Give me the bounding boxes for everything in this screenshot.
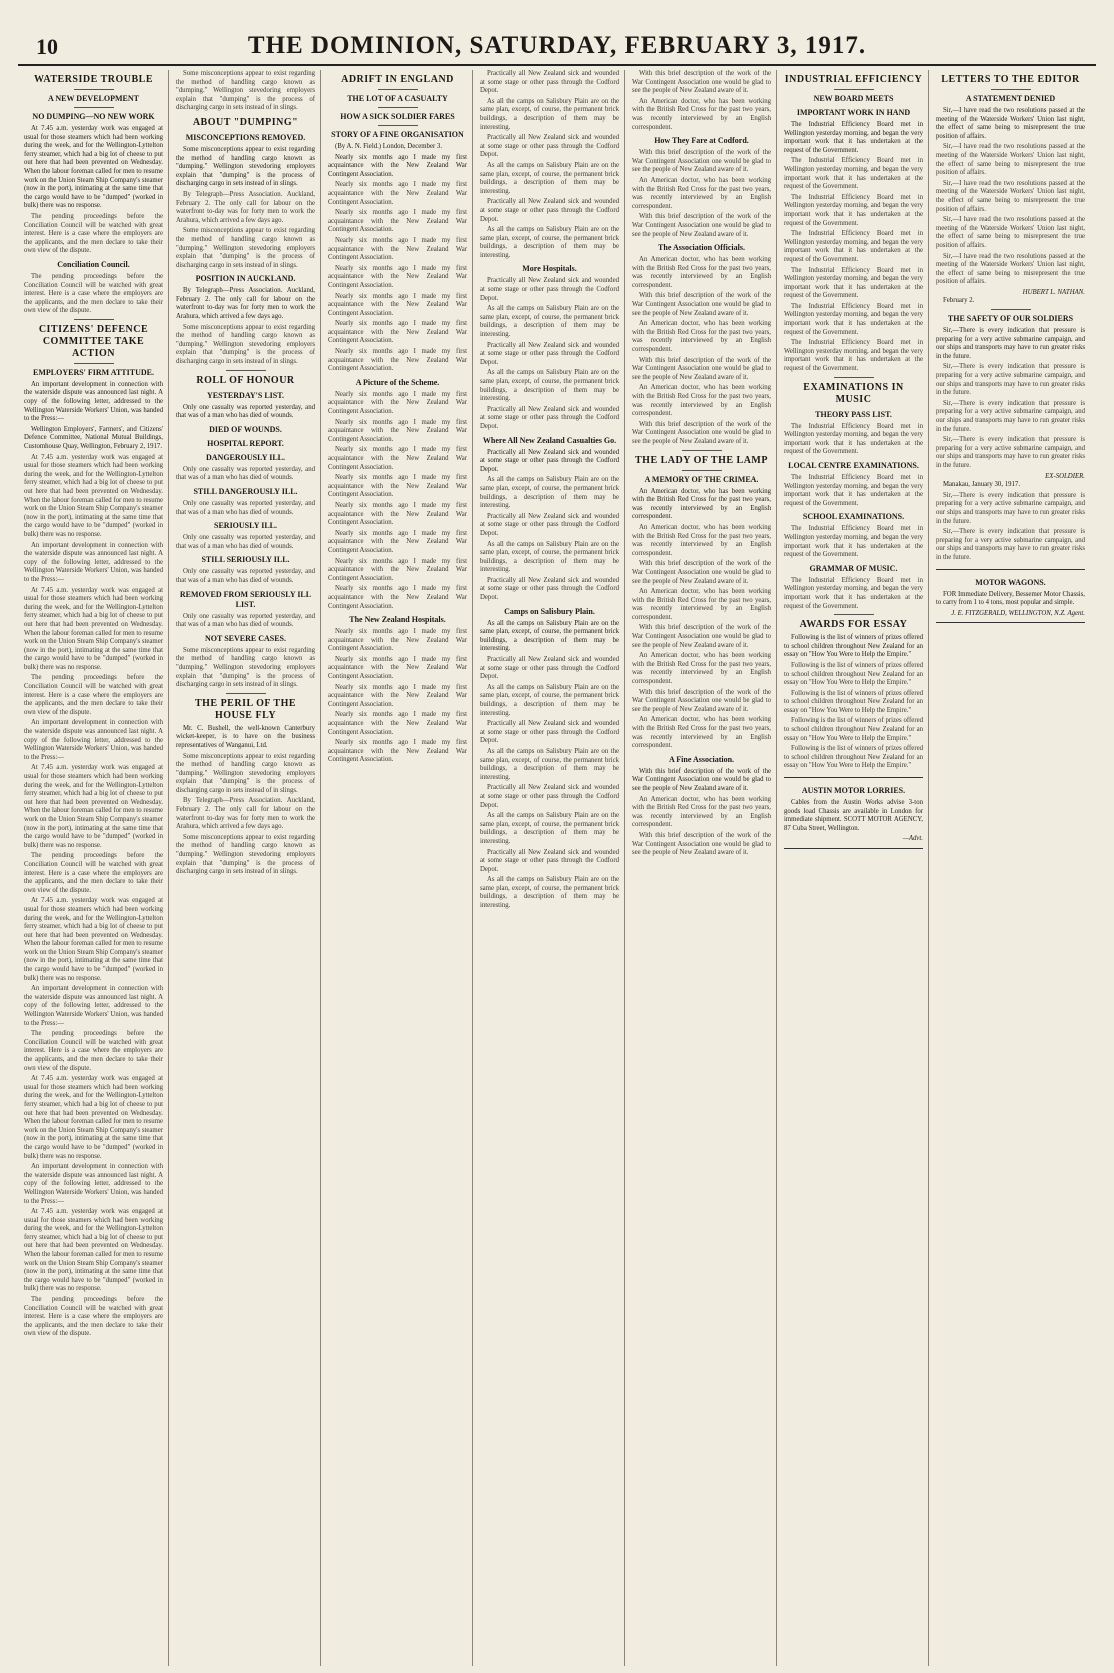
section-heading: DIED OF WOUNDS.	[209, 424, 282, 434]
subheadline: A STATEMENT DENIED	[965, 94, 1056, 103]
subheadline: POSITION IN AUCKLAND.	[195, 274, 296, 284]
paragraph: An important development in connection with the waterside dispute was announced last night. A copy of the following letter, addressed to the Wellington Waterside Workers' Union, was handed to the Press:—	[24, 380, 163, 423]
paragraph: Sir,—There is every indication that pressure is preparing for a very active submarine campaign, and our ships and transports may have to run greater risks in the future.	[936, 327, 1085, 360]
paragraph: With this brief description of the work of the War Contingent Association one would be glad to see the people of New Zealand aware of it.	[632, 356, 771, 381]
paragraph: At 7.45 a.m. yesterday work was engaged at usual for those steamers which had been working during the week, and for the Wellington-Lyttelton ferry steamer, which had a big lot of cheese to put out here that had been prevented on Wednesday. When the labour foreman called for men to resume work on the Union Steam Ship Company's steamer (now in the port), intimating at the same time that the cargo would have to be "dumped" (worked in bulk) there was no response.	[24, 125, 163, 210]
column-6	[784, 70, 929, 1666]
section-heading: A Fine Association.	[668, 754, 735, 764]
paragraph: Nearly six months ago I made my first acquaintance with the New Zealand War Contingent Association.	[328, 348, 467, 373]
rule	[991, 89, 1031, 90]
subheadline: THE LOT OF A CASUALTY	[347, 94, 448, 103]
paragraph: With this brief description of the work of the War Contingent Association one would be glad to see the people of New Zealand aware of it.	[632, 767, 771, 792]
paragraph: Practically all New Zealand sick and wounded at some stage or other pass through the Codford Depot.	[480, 720, 619, 745]
columns	[24, 70, 1090, 1666]
rule	[834, 89, 874, 90]
rule	[682, 450, 722, 451]
paragraph: Practically all New Zealand sick and wounded at some stage or other pass through the Codford Depot.	[480, 512, 619, 537]
paragraph: Sir,—There is every indication that pressure is preparing for a very active submarine campaign, and our ships and transports may have to run greater risks in the future.	[936, 436, 1085, 469]
headline: CITIZENS' DEFENCE COMMITTEE TAKE ACTION	[38, 323, 149, 359]
section-heading: More Hospitals.	[522, 264, 577, 274]
ad-heading: AUSTIN MOTOR LORRIES.	[801, 786, 906, 796]
paragraph: The Industrial Efficiency Board met in Wellington yesterday morning, and began the very important work that it has undertaken at the request of the Government.	[784, 266, 923, 300]
section-heading: STILL DANGEROUSLY ILL.	[193, 487, 298, 496]
rule	[991, 309, 1031, 310]
paragraph: Following is the list of winners of prizes offered to school children throughout New Zealand for an essay on "How You Were to Help the Empire."	[784, 745, 923, 770]
paragraph: An American doctor, who has been working with the British Red Cross for the past two years, was recently interviewed by an English correspondent.	[632, 97, 771, 131]
paragraph: At 7.45 a.m. yesterday work was engaged at usual for those steamers which had been working during the week, and for the Wellington-Lyttelton ferry steamer, which had a big lot of cheese to put out here that had been prevented on Wednesday. When the labour foreman called for men to resume work on the Union Steam Ship Company's steamer (now in the port), intimating at the same time that the cargo would have to be "dumped" (worked in bulk) there was no response.	[24, 1075, 163, 1160]
advertisement	[936, 569, 1085, 624]
paragraph: Wellington Employers', Farmers', and Citizens' Defence Committee, National Mutual Buildings, Customhouse Quay, Wellington, February 2, 1917.	[24, 425, 163, 451]
paragraph: Sir,—I have read the two resolutions passed at the meeting of the Waterside Workers' Union last night, the effect of same being to misrepresent the true position of affairs.	[936, 107, 1085, 140]
paragraph: Nearly six months ago I made my first acquaintance with the New Zealand War Contingent Association.	[328, 529, 467, 554]
paragraph: With this brief description of the work of the War Contingent Association one would be glad to see the people of New Zealand aware of it.	[632, 149, 771, 174]
section-heading: Conciliation Council.	[57, 259, 130, 269]
subheadline: NEW BOARD MEETS	[813, 94, 894, 103]
subheadline: NO DUMPING—NO NEW WORK	[32, 112, 155, 121]
paragraph: An American doctor, who has been working with the British Red Cross for the past two years, was recently interviewed by an English correspondent.	[632, 588, 771, 621]
paragraph: By Telegraph—Press Association. Auckland, February 2. The only call for labour on the waterfront to-day was for forty men to work the Arahura, which arrived a few days ago.	[176, 287, 315, 321]
signature: EX-SOLDIER.	[1045, 472, 1085, 480]
paragraph: Practically all New Zealand sick and wounded at some stage or other pass through the Codford Depot.	[480, 341, 619, 366]
paragraph: The Industrial Efficiency Board met in Wellington yesterday morning, and began the very important work that it has undertaken at the request of the Government.	[784, 230, 923, 263]
paragraph: Nearly six months ago I made my first acquaintance with the New Zealand War Contingent Association.	[328, 418, 467, 443]
paragraph: An important development in connection with the waterside dispute was announced last night. A copy of the following letter, addressed to the Wellington Waterside Workers' Union, was handed to the Press:—	[24, 541, 163, 583]
paragraph: Nearly six months ago I made my first acquaintance with the New Zealand War Contingent Association.	[328, 320, 467, 345]
section-heading: HOSPITAL REPORT.	[207, 438, 284, 448]
paragraph: As all the camps on Salisbury Plain are on the same plan, except, of course, the permanent brick buildings, a description of them may be interesting.	[480, 812, 619, 845]
paragraph: An American doctor, who has been working with the British Red Cross for the past two years, was recently interviewed by an English correspondent.	[632, 652, 771, 686]
paragraph: Sir,—There is every indication that pressure is preparing for a very active submarine campaign, and our ships and transports may have to run greater risks in the future.	[936, 399, 1085, 433]
paragraph: Nearly six months ago I made my first acquaintance with the New Zealand War Contingent Association.	[328, 181, 467, 206]
rule	[74, 89, 114, 90]
paragraph: Nearly six months ago I made my first acquaintance with the New Zealand War Contingent Association.	[328, 683, 467, 708]
section-heading: SERIOUSLY ILL.	[214, 521, 277, 531]
paragraph: The Industrial Efficiency Board met in Wellington yesterday morning, and began the very important work that it has undertaken at the request of the Government.	[784, 474, 923, 507]
headline: INDUSTRIAL EFFICIENCY	[784, 74, 923, 85]
paragraph: With this brief description of the work of the War Contingent Association one would be glad to see the people of New Zealand aware of it.	[632, 70, 771, 95]
section-heading: A Picture of the Scheme.	[355, 377, 440, 387]
paragraph: As all the camps on Salisbury Plain are on the same plan, except, of course, the permanent brick buildings, a description of them may be interesting.	[480, 619, 619, 653]
paragraph: Only one casualty was reported yesterday, and that was of a man who has died of wounds.	[176, 465, 315, 482]
paragraph: At 7.45 a.m. yesterday work was engaged at usual for those steamers which had been working during the week, and for the Wellington-Lyttelton ferry steamer, which had a big lot of cheese to put out here that had been prevented on Wednesday. When the labour foreman called for men to resume work on the Union Steam Ship Company's steamer (now in the port), intimating at the same time that the cargo would have to be "dumped" (worked in bulk) there was no response.	[24, 586, 163, 671]
paragraph: As all the camps on Salisbury Plain are on the same plan, except, of course, the permanent brick buildings, a description of them may be interesting.	[480, 876, 619, 910]
paragraph: Nearly six months ago I made my first acquaintance with the New Zealand War Contingent Association.	[328, 209, 467, 234]
paragraph: As all the camps on Salisbury Plain are on the same plan, except, of course, the permanent brick buildings, a description of them may be interesting.	[480, 226, 619, 259]
page-title: THE DOMINION, SATURDAY, FEBRUARY 3, 1917.	[247, 32, 867, 59]
paragraph: Sir,—There is every indication that pressure is preparing for a very active submarine campaign, and our ships and transports may have to run greater risks in the future.	[936, 491, 1085, 525]
section-heading: How They Fare at Codford.	[654, 136, 749, 146]
paragraph: Nearly six months ago I made my first acquaintance with the New Zealand War Contingent Association.	[328, 711, 467, 736]
paragraph: Some misconceptions appear to exist regarding the method of handling cargo known as "dumping." Wellington stevedoring employers explain that "dumping" is the process of discharging cargo in sets instead of in slings.	[176, 70, 315, 112]
section-heading: REMOVED FROM SERIOUSLY ILL LIST.	[179, 589, 312, 609]
rule	[74, 107, 114, 108]
dateline: Manakau, January 30, 1917.	[943, 481, 1021, 489]
paragraph: Sir,—I have read the two resolutions passed at the meeting of the Waterside Workers' Union last night, the effect of same being to misrepresent the true position of affairs.	[936, 216, 1085, 249]
paragraph: Practically all New Zealand sick and wounded at some stage or other pass through the Codford Depot.	[480, 405, 619, 430]
paragraph: Practically all New Zealand sick and wounded at some stage or other pass through the Codford Depot.	[480, 198, 619, 223]
advertisement	[784, 777, 923, 849]
paragraph: As all the camps on Salisbury Plain are on the same plan, except, of course, the permanent brick buildings, a description of them may be interesting.	[480, 369, 619, 403]
paragraph: Following is the list of winners of prizes offered to school children throughout New Zealand for an essay on "How You Were to Help the Empire."	[784, 689, 923, 714]
subheadline: THE SAFETY OF OUR SOLDIERS	[947, 314, 1074, 324]
paragraph: The Industrial Efficiency Board met in Wellington yesterday morning, and began the very important work that it has undertaken at the request of the Government.	[784, 121, 923, 154]
paragraph: An American doctor, who has been working with the British Red Cross for the past two years, was recently interviewed by an English correspondent.	[632, 320, 771, 354]
paragraph: As all the camps on Salisbury Plain are on the same plan, except, of course, the permanent brick buildings, a description of them may be interesting.	[480, 97, 619, 131]
paragraph: The pending proceedings before the Conciliation Council will be watched with great interest. Here is a case where the employers are the applicants, and the men declare to take their own view of the dispute.	[24, 272, 163, 315]
paragraph: Practically all New Zealand sick and wounded at some stage or other pass through the Codford Depot.	[480, 576, 619, 602]
ad-signature: J. E. FITZGERALD, WELLINGTON, N.Z. Agent.	[951, 609, 1085, 617]
section-heading: DANGEROUSLY ILL.	[206, 452, 285, 462]
subheadline: A NEW DEVELOPMENT	[48, 94, 139, 103]
section-heading: The New Zealand Hospitals.	[349, 615, 446, 625]
headline: AWARDS FOR ESSAY	[799, 619, 908, 631]
paragraph: The pending proceedings before the Conciliation Council will be watched with great interest. Here is a case where the employers are the applicants, and the men declare to take their own view of the dispute.	[24, 674, 163, 716]
paragraph: The Industrial Efficiency Board met in Wellington yesterday morning, and began the very important work that it has undertaken at the request of the Government.	[784, 576, 923, 610]
paragraph: With this brief description of the work of the War Contingent Association one would be glad to see the people of New Zealand aware of it.	[632, 624, 771, 649]
paragraph: Sir,—There is every indication that pressure is preparing for a very active submarine campaign, and our ships and transports may have to run greater risks in the future.	[936, 363, 1085, 397]
paragraph: At 7.45 a.m. yesterday work was engaged at usual for those steamers which had been working during the week, and for the Wellington-Lyttelton ferry steamer, which had a big lot of cheese to put out here that had been prevented on Wednesday. When the labour foreman called for men to resume work on the Union Steam Ship Company's steamer (now in the port), intimating at the same time that the cargo would have to be "dumped" (worked in bulk) there was no response.	[24, 1208, 163, 1293]
paragraph: With this brief description of the work of the War Contingent Association one would be glad to see the people of New Zealand aware of it.	[632, 831, 771, 857]
paragraph: Following is the list of winners of prizes offered to school children throughout New Zealand for an essay on "How You Were to Help the Empire."	[784, 634, 923, 659]
column-4	[480, 70, 625, 1666]
paragraph: The Industrial Efficiency Board met in Wellington yesterday morning, and began the very important work that it has undertaken at the request of the Government.	[784, 302, 923, 336]
paragraph: By Telegraph—Press Association. Auckland, February 2. The only call for labour on the waterfront to-day was for forty men to work the Arahura, which arrived a few days ago.	[176, 190, 315, 224]
paragraph: An American doctor, who has been working with the British Red Cross for the past two years, was recently interviewed by an English correspondent.	[632, 487, 771, 521]
paragraph: The pending proceedings before the Conciliation Council will be watched with great interest. Here is a case where the employers are the applicants, and the men declare to take their own view of the dispute.	[24, 1030, 163, 1072]
rule	[682, 470, 722, 471]
paragraph: Sir,—I have read the two resolutions passed at the meeting of the Waterside Workers' Union last night, the effect of same being to misrepresent the true position of affairs.	[936, 252, 1085, 286]
paragraph: Nearly six months ago I made my first acquaintance with the New Zealand War Contingent Association.	[328, 628, 467, 653]
paragraph: Practically all New Zealand sick and wounded at some stage or other pass through the Codford Depot.	[480, 134, 619, 159]
subheadline: YESTERDAY'S LIST.	[207, 390, 284, 400]
rule	[226, 370, 266, 371]
paragraph: As all the camps on Salisbury Plain are on the same plan, except, of course, the permanent brick buildings, a description of them may be interesting.	[480, 161, 619, 195]
paragraph: With this brief description of the work of the War Contingent Association one would be glad to see the people of New Zealand aware of it.	[632, 560, 771, 585]
paragraph: Sir,—There is every indication that pressure is preparing for a very active submarine campaign, and our ships and transports may have to run greater risks in the future.	[936, 528, 1085, 561]
paragraph: Nearly six months ago I made my first acquaintance with the New Zealand War Contingent Association.	[328, 739, 467, 764]
paragraph: Practically all New Zealand sick and wounded at some stage or other pass through the Codford Depot.	[480, 70, 619, 95]
paragraph: Only one casualty was reported yesterday, and that was of a man who has died of wounds.	[176, 500, 315, 516]
column-5	[632, 70, 777, 1666]
paragraph: Following is the list of winners of prizes offered to school children throughout New Zealand for an essay on "How You Were to Help the Empire."	[784, 717, 923, 742]
rule	[378, 107, 418, 108]
paragraph: At 7.45 a.m. yesterday work was engaged at usual for those steamers which had been working during the week, and for the Wellington-Lyttelton ferry steamer, which had a big lot of cheese to put out here that had been prevented on Wednesday. When the labour foreman called for men to resume work on the Union Steam Ship Company's steamer (now in the port), intimating at the same time that the cargo would have to be "dumped" (worked in bulk) there was no response.	[24, 897, 163, 982]
paragraph: The pending proceedings before the Conciliation Council will be watched with great interest. Here is a case where the employers are the applicants, and the men declare to take their own view of the dispute.	[24, 212, 163, 255]
paragraph: Some misconceptions appear to exist regarding the method of handling cargo known as "dumping." Wellington stevedoring employers explain that "dumping" is the process of discharging cargo in sets instead of in slings.	[176, 833, 315, 876]
paragraph: At 7.45 a.m. yesterday work was engaged at usual for those steamers which had been working during the week, and for the Wellington-Lyttelton ferry steamer, which had a big lot of cheese to put out here that had been prevented on Wednesday. When the labour foreman called for men to resume work on the Union Steam Ship Company's steamer (now in the port), intimating at the same time that the cargo would have to be "dumped" (worked in bulk) there was no response.	[24, 764, 163, 849]
paragraph: An American doctor, who has been working with the British Red Cross for the past two years, was recently interviewed by an English correspondent.	[632, 256, 771, 289]
rule	[378, 89, 418, 90]
paragraph: With this brief description of the work of the War Contingent Association one would be glad to see the people of New Zealand aware of it.	[632, 688, 771, 713]
ad-heading: MOTOR WAGONS.	[975, 577, 1046, 587]
paragraph: Some misconceptions appear to exist regarding the method of handling cargo known as "dumping." Wellington stevedoring employers explain that "dumping" is the process of discharging cargo in sets instead of in slings.	[176, 145, 315, 188]
paragraph: Only one casualty was reported yesterday, and that was of a man who has died of wounds.	[176, 534, 315, 550]
page-number: 10	[36, 34, 58, 59]
paragraph: Sir,—I have read the two resolutions passed at the meeting of the Waterside Workers' Union last night, the effect of same being to misrepresent the true position of affairs.	[936, 143, 1085, 177]
paragraph: Nearly six months ago I made my first acquaintance with the New Zealand War Contingent Association.	[328, 390, 467, 416]
paragraph: The Industrial Efficiency Board met in Wellington yesterday morning, and began the very important work that it has undertaken at the request of the Government.	[784, 422, 923, 456]
paragraph: Nearly six months ago I made my first acquaintance with the New Zealand War Contingent Association.	[328, 153, 467, 178]
section-heading: SCHOOL EXAMINATIONS.	[802, 512, 905, 522]
column-2	[176, 70, 321, 1666]
paragraph: At 7.45 a.m. yesterday work was engaged at usual for those steamers which had been working during the week, and for the Wellington-Lyttelton ferry steamer, which had a big lot of cheese to put out here that had been prevented on Wednesday. When the labour foreman called for men to resume work on the Union Steam Ship Company's steamer (now in the port), intimating at the same time that the cargo would have to be "dumped" (worked in bulk) there was no response.	[24, 453, 163, 538]
paragraph: Nearly six months ago I made my first acquaintance with the New Zealand War Contingent Association.	[328, 585, 467, 610]
paragraph: By Telegraph—Press Association. Auckland, February 2. The only call for labour on the waterfront to-day was for forty men to work the Arahura, which arrived a few days ago.	[176, 797, 315, 831]
subheadline: THEORY PASS LIST.	[815, 409, 892, 419]
paragraph: The pending proceedings before the Conciliation Council will be watched with great interest. Here is a case where the employers are the applicants, and the men declare to take their own view of the dispute.	[24, 852, 163, 894]
paragraph: Nearly six months ago I made my first acquaintance with the New Zealand War Contingent Association.	[328, 557, 467, 582]
column-1	[24, 70, 169, 1666]
paragraph: Practically all New Zealand sick and wounded at some stage or other pass through the Codford Depot.	[480, 656, 619, 681]
paragraph: The pending proceedings before the Conciliation Council will be watched with great interest. Here is a case where the employers are the applicants, and the men declare to take their own view of the dispute.	[24, 1296, 163, 1338]
headline: THE LADY OF THE LAMP	[635, 454, 768, 466]
paragraph: As all the camps on Salisbury Plain are on the same plan, except, of course, the permanent brick buildings, a description of them may be interesting.	[480, 747, 619, 781]
headline: ABOUT "DUMPING"	[192, 116, 299, 128]
paragraph: Nearly six months ago I made my first acquaintance with the New Zealand War Contingent Association.	[328, 236, 467, 262]
column-7	[936, 70, 1090, 1666]
subheadline: A MEMORY OF THE CRIMEA.	[644, 474, 759, 484]
masthead	[18, 30, 1096, 66]
section-heading: The Association Officials.	[658, 243, 745, 253]
paragraph: An American doctor, who has been working with the British Red Cross for the past two years, was recently interviewed by an English correspondent.	[632, 176, 771, 210]
paragraph: Nearly six months ago I made my first acquaintance with the New Zealand War Contingent Association.	[328, 264, 467, 289]
rule	[834, 377, 874, 378]
paragraph: The Industrial Efficiency Board met in Wellington yesterday morning, and began the very important work that it has undertaken at the request of the Government.	[784, 525, 923, 559]
byline: (By A. N. Field.) London, December 3.	[335, 143, 443, 150]
column-3	[328, 70, 473, 1666]
paragraph: An important development in connection with the waterside dispute was announced last night. A copy of the following letter, addressed to the Wellington Waterside Workers' Union, was handed to the Press:—	[24, 1163, 163, 1205]
paragraph: Only one casualty was reported yesterday, and that was of a man who has died of wounds.	[176, 403, 315, 420]
headline: WATERSIDE TROUBLE	[34, 74, 153, 85]
paragraph: Some misconceptions appear to exist regarding the method of handling cargo known as "dumping." Wellington stevedoring employers explain that "dumping" is the process of discharging cargo in sets instead of in slings.	[176, 323, 315, 366]
paragraph: Practically all New Zealand sick and wounded at some stage or other pass through the Codford Depot.	[480, 848, 619, 873]
subheadline: EMPLOYERS' FIRM ATTITUDE.	[33, 367, 154, 377]
paragraph: Mr. C. Bushell, the well-known Canterbury wicket-keeper, is to have on the business representatives of Wanganui, Ltd.	[176, 724, 315, 749]
rule	[74, 319, 114, 320]
paragraph: The Industrial Efficiency Board met in Wellington yesterday morning, and began the very important work that it has undertaken at the request of the Government.	[784, 157, 923, 191]
rule	[226, 693, 266, 694]
paragraph: An American doctor, who has been working with the British Red Cross for the past two years, was recently interviewed by an English correspondent.	[632, 795, 771, 829]
paragraph: The Industrial Efficiency Board met in Wellington yesterday morning, and began the very important work that it has undertaken at the request of the Government.	[784, 193, 923, 227]
paragraph: The Industrial Efficiency Board met in Wellington yesterday morning, and began the very important work that it has undertaken at the request of the Government.	[784, 339, 923, 373]
paragraph: Nearly six months ago I made my first acquaintance with the New Zealand War Contingent Association.	[328, 474, 467, 499]
paragraph: An American doctor, who has been working with the British Red Cross for the past two years, was recently interviewed by an English correspondent.	[632, 523, 771, 557]
rule	[834, 614, 874, 615]
headline: LETTERS TO THE EDITOR	[941, 74, 1080, 85]
ad-text: FOR Immediate Delivery, Bessemer Motor Chassis, to carry from 1 to 4 tons, most popular and simple.	[936, 590, 1085, 607]
paragraph: Some misconceptions appear to exist regarding the method of handling cargo known as "dumping." Wellington stevedoring employers explain that "dumping" is the process of discharging cargo in sets instead of in slings.	[176, 752, 315, 794]
paragraph: With this brief description of the work of the War Contingent Association one would be glad to see the people of New Zealand aware of it.	[632, 213, 771, 238]
paragraph: Nearly six months ago I made my first acquaintance with the New Zealand War Contingent Association.	[328, 655, 467, 681]
headline: ADRIFT IN ENGLAND	[341, 74, 454, 85]
section-heading: GRAMMAR OF MUSIC.	[809, 563, 898, 573]
subheadline: MISCONCEPTIONS REMOVED.	[185, 132, 306, 142]
paragraph: Sir,—I have read the two resolutions passed at the meeting of the Waterside Workers' Union last night, the effect of same being to misrepresent the true position of affairs.	[936, 179, 1085, 213]
dateline: February 2.	[943, 297, 975, 305]
section-heading: Camps on Salisbury Plain.	[504, 606, 595, 616]
subheadline: HOW A SICK SOLDIER FARES	[340, 112, 455, 121]
paragraph: As all the camps on Salisbury Plain are on the same plan, except, of course, the permanent brick buildings, a description of them may be interesting.	[480, 476, 619, 510]
ad-marker: —Advt.	[902, 835, 923, 843]
section-heading: LOCAL CENTRE EXAMINATIONS.	[788, 461, 919, 470]
paragraph: Following is the list of winners of prizes offered to school children throughout New Zealand for an essay on "How You Were to Help the Empire."	[784, 661, 923, 687]
paragraph: An American doctor, who has been working with the British Red Cross for the past two years, was recently interviewed by an English correspondent.	[632, 716, 771, 750]
headline: EXAMINATIONS IN MUSIC	[803, 381, 904, 405]
paragraph: Only one casualty was reported yesterday, and that was of a man who has died of wounds.	[176, 612, 315, 629]
paragraph: With this brief description of the work of the War Contingent Association one would be glad to see the people of New Zealand aware of it.	[632, 292, 771, 317]
paragraph: Nearly six months ago I made my first acquaintance with the New Zealand War Contingent Association.	[328, 446, 467, 471]
ad-text: Cables from the Austin Works advise 3-ton goods load Chassis are available in London for immediate shipment. SCOTT MOTOR AGENCY, 87 Cuba Street, Wellington.	[784, 799, 923, 832]
section-heading: STILL SERIOUSLY ILL.	[201, 555, 290, 565]
rule	[378, 125, 418, 126]
paragraph: Only one casualty was reported yesterday, and that was of a man who has died of wounds.	[176, 568, 315, 584]
paragraph: Practically all New Zealand sick and wounded at some stage or other pass through the Codford Depot.	[480, 448, 619, 473]
paragraph: Nearly six months ago I made my first acquaintance with the New Zealand War Contingent Association.	[328, 501, 467, 527]
paragraph: As all the camps on Salisbury Plain are on the same plan, except, of course, the permanent brick buildings, a description of them may be interesting.	[480, 540, 619, 574]
paragraph: As all the camps on Salisbury Plain are on the same plan, except, of course, the permanent brick buildings, a description of them may be interesting.	[480, 305, 619, 339]
section-heading: NOT SEVERE CASES.	[205, 633, 286, 643]
subheadline: STORY OF A FINE ORGANISATION	[331, 130, 464, 139]
paragraph: An important development in connection with the waterside dispute was announced last night. A copy of the following letter, addressed to the Wellington Waterside Workers' Union, was handed to the Press:—	[24, 985, 163, 1027]
paragraph: Some misconceptions appear to exist regarding the method of handling cargo known as "dumping." Wellington stevedoring employers explain that "dumping" is the process of discharging cargo in sets instead of in slings.	[176, 646, 315, 689]
headline: THE PERIL OF THE HOUSE FLY	[194, 697, 297, 721]
paragraph: An American doctor, who has been working with the British Red Cross for the past two years, was recently interviewed by an English correspondent.	[632, 384, 771, 418]
paragraph: Some misconceptions appear to exist regarding the method of handling cargo known as "dumping." Wellington stevedoring employers explain that "dumping" is the process of discharging cargo in sets instead of in slings.	[176, 227, 315, 269]
paragraph: With this brief description of the work of the War Contingent Association one would be glad to see the people of New Zealand aware of it.	[632, 420, 771, 445]
paragraph: As all the camps on Salisbury Plain are on the same plan, except, of course, the permanent brick buildings, a description of them may be interesting.	[480, 683, 619, 717]
rule	[74, 363, 114, 364]
subheadline: IMPORTANT WORK IN HAND	[796, 108, 911, 117]
headline: ROLL OF HONOUR	[196, 374, 295, 386]
signature: HUBERT L. NATHAN.	[1022, 288, 1085, 296]
paragraph: Nearly six months ago I made my first acquaintance with the New Zealand War Contingent Association.	[328, 292, 467, 317]
section-heading: Where All New Zealand Casualties Go.	[482, 435, 617, 445]
paragraph: An important development in connection with the waterside dispute was announced last night. A copy of the following letter, addressed to the Wellington Waterside Workers' Union, was handed to the Press:—	[24, 719, 163, 761]
paragraph: Practically all New Zealand sick and wounded at some stage or other pass through the Codford Depot.	[480, 277, 619, 302]
paragraph: Practically all New Zealand sick and wounded at some stage or other pass through the Codford Depot.	[480, 784, 619, 809]
